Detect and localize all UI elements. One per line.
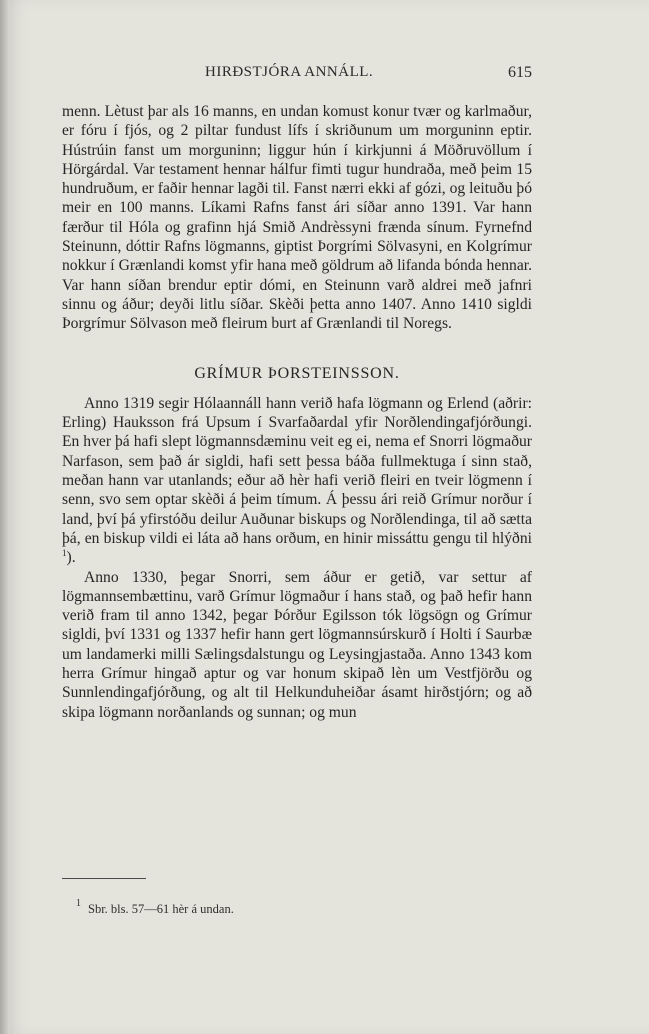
paragraph-2-text: Anno 1319 segir Hólaannáll hann verið hafa lögmann og Erlend (aðrir: Erling) Hauksson frá Upsum í Svarfaðardal yfir Norðlendingafjórðungi. En hver þá hafi slept lögmannsdæminu veit eg ei, nema ef Snorri lögmaður Narfason, sem það ár sigldi, hafi sett þessa báða fullmektuga í sinn stað, meðan hann var utanlands; eður að hèr hafi verið fleiri en tveir lögmenn í senn, svo sem optar skèði á þeim tímum. Á þessu ári reið Grímur norður í land, því þá yfirstóðu deilur Auðunar biskups og Norðlendinga, til að sætta þá, en biskup vildi ei láta að hans orðum, en hinir missáttu gengu til hlýðni — [62, 394, 532, 547]
page-number: 615 — [508, 64, 532, 81]
paragraph-1: menn. Lètust þar als 16 manns, en undan komust konur tvær og karlmaður, er fóru í fjós, og 2 piltar fundust lífs í skriðunum um morguninn eptir. Hústrúin fanst um morguninn; liggur hún í kirkjunni á Möðruvöllum í Hörgárdal. Var testament hennar hálfur fimti tugur hundraða, með þeim 15 hundruðum, er faðir hennar lagði til. Fanst nærri ekki af gózi, og leituðu þó meir en 100 manns. Líkami Rafns fanst ári síðar anno 1391. Var hann færður til Hóla og grafinn hjá Smið Andrèssyni frænda sínum. Fyrnefnd Steinunn, dóttir Rafns lögmanns, giptist Þorgrími Sölvasyni, en Kolgrímur nokkur í Grænlandi komst yfir hana með göldrum að lifanda bónda hennar. Var hann síðan brendur eptir dómi, en Steinunn varð aldrei með jafnri sinnu og áður; deyði litlu síðar. Skèði þetta anno 1407. Anno 1410 sigldi Þorgrímur Sölvason með fleirum burt af Grænlandi til Noregs. — [62, 103, 532, 333]
footnote-divider — [62, 878, 146, 879]
footnote-marker: 1 — [76, 898, 81, 909]
running-title: HIRÐSTJÓRA ANNÁLL. — [205, 64, 374, 80]
footnote-reference: 1 — [62, 548, 67, 559]
page-binding-edge — [0, 0, 10, 1034]
paragraph-3: Anno 1330, þegar Snorri, sem áður er getið, var settur af lögmannsembættinu, varð Grímur lögmaður í hans stað, og það hefir hann verið fram til anno 1342, þegar Þórður Egilsson tók lögsögn og Grímur sigldi, því 1331 og 1337 hefir hann gert lögmannsúrskurð í Holti í Saurbæ um landamerki milli Sælingsdalstungu og Leysingjastaða. Anno 1343 kom herra Grímur hingað aptur og var honum skipað lèn um Vestfjörðu og Sunnlendingafjórðung, og alt til Helkunduheiðar ásamt hirðstjórn; og að skipa lögmann norðanlands og sunnan; og mun — [62, 568, 532, 721]
footnote-text: Sbr. bls. 57—61 hèr á undan. — [88, 902, 234, 916]
paragraph-2-end: ). — [66, 549, 76, 567]
main-text — [62, 102, 532, 722]
paragraph-2 — [62, 394, 532, 568]
section-heading: GRÍMUR ÞORSTEINSSON. — [194, 364, 400, 382]
footnote — [76, 898, 234, 917]
